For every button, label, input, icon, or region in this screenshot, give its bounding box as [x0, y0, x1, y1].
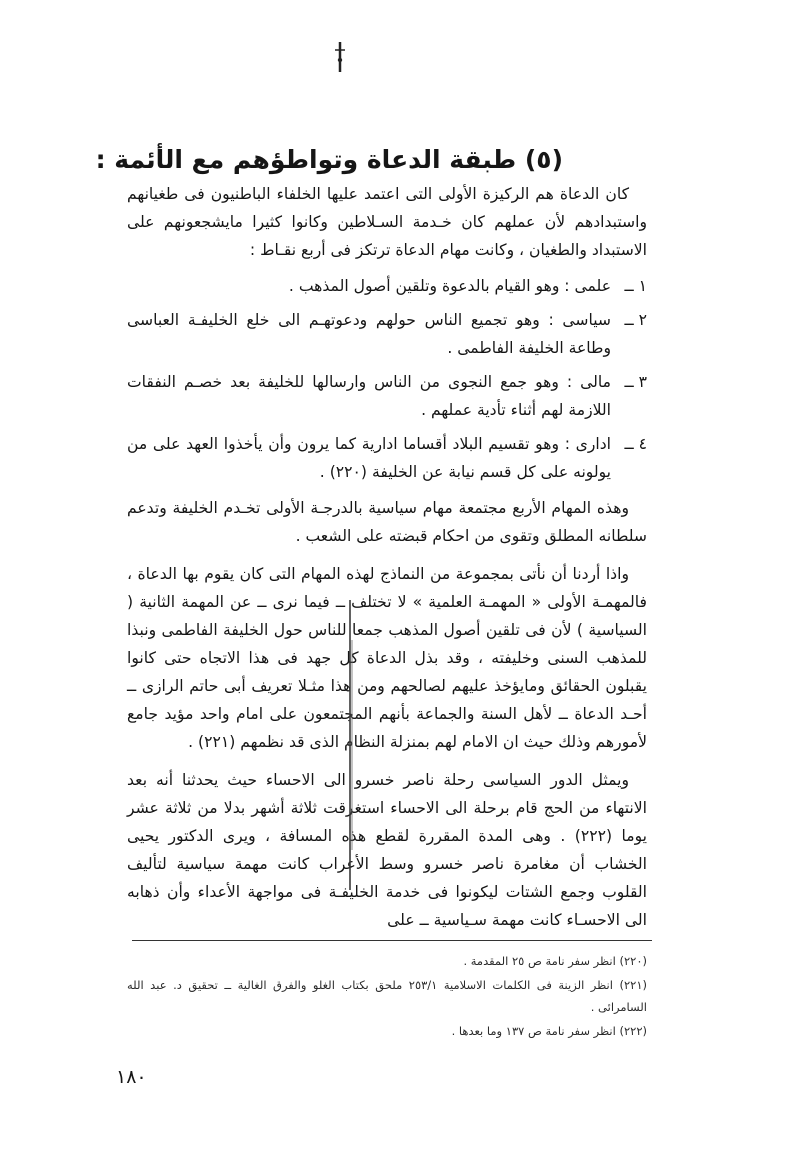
body-paragraph: ويمثل الدور السياسى رحلة ناصر خسرو الى الاحساء حيث يحدثنا أنه بعد الانتهاء من الحج قام برحلة الى الاحساء استغرقت ثلاثة أشهر بدلا من ثلاثة عشر يوما (٢٢٢) . وهى المدة المقررة لقطع هذه المسافة ، ويرى الدكتور يحيى الخشاب أن مغامرة ناصر خسرو وسط الأعراب كانت مهمة سياسية لتأليف القلوب وجمع الشتات ليكونوا فى خدمة الخليفـة فى مواجهة الأعداء وأن ذهابه الى الاحسـاء كانت مهمة سـياسية ــ على: [127, 771, 647, 929]
list-item-number: ١ ــ: [624, 277, 647, 295]
summary-paragraph: وهذه المهام الأربع مجتمعة مهام سياسية بالدرجـة الأولى تخـدم الخليفة وتدعم سلطانه المطلق وتقوى من احكام قبضته على الشعب .: [127, 499, 647, 545]
list-item-text: سياسى : وهو تجميع الناس حولهم ودعوتهـم الى خلع الخليفـة العباسى وطاعة الخليفة الفاطمى .: [127, 311, 611, 357]
list-item: [127, 368, 647, 424]
list-item: [127, 272, 647, 300]
body-paragraph: واذا أردنا أن نأتى بمجموعة من النماذج لهذه المهام التى كان يقوم بها الدعاة ، فالمهمـة الأولى « المهمـة العلمية » لا تختلف ــ فيما نرى ــ عن المهمة الثانية ( السياسية ) لأن فى تلقين أصول المذهب جمعا للناس حول الخليفة الفاطمى ونبذا للمذهب السنى وخليفته ، وقد بذل الدعاة كل جهد فى هذا الاتجاه حتى كانوا يقبلون الحقائق ومايؤخذ عليهم لصالحهم ومن هذا مثـلا تعريف أبى حاتم الرازى ــ أحـد الدعاة ــ لأهل السنة والجماعة بأنهم المجتمعون على امام واحد مؤيد جامع لأمورهم وذلك حيث ان الامام لهم بمنزلة النظام الذى قد نظمهم (٢٢١) .: [127, 565, 647, 751]
intro-paragraph: كان الدعاة هم الركيزة الأولى التى اعتمد عليها الخلفاء الباطنيون فى طغيانهم واستبدادهم لأن عملهم كان خـدمة السـلاطين وكانوا كثيرا مايشجعونهم على الاستبداد والطغيان ، وكانت مهام الدعاة ترتكز فى أربع نقـاط :: [127, 185, 647, 259]
footnotes: [127, 950, 647, 1044]
section-heading: (٥) طبقة الدعاة وتواطؤهم مع الأئمة :: [95, 144, 563, 174]
list-item: [127, 430, 647, 486]
list-item-text: ادارى : وهو تقسيم البلاد أقساما ادارية كما يرون وأن يأخذوا العهد على من يولونه على كل قسم نيابة عن الخليفة (٢٢٠) .: [127, 435, 611, 481]
list-item: [127, 306, 647, 362]
ornament-mark: [330, 40, 350, 76]
page-number: ١٨٠: [116, 1066, 147, 1088]
main-text: [127, 180, 647, 934]
footnote: (٢٢٠) انظر سفر نامة ص ٢٥ المقدمة .: [463, 954, 647, 968]
list-item-number: ٣ ــ: [624, 373, 647, 391]
list-item-text: مالى : وهو جمع النجوى من الناس وارسالها للخليفة بعد خصـم النفقات اللازمة لهم أثناء تأدية عملهم .: [127, 373, 611, 419]
list-item-number: ٢ ــ: [624, 311, 647, 329]
footnote: (٢٢١) انظر الزينة فى الكلمات الاسلامية ٢٥٣/١ ملحق بكتاب الغلو والفرق الغالية ــ تحقيق د. عبد الله السامرائى .: [127, 978, 647, 1014]
list-item-number: ٤ ــ: [624, 435, 647, 453]
footnote: (٢٢٢) انظر سفر نامة ص ١٣٧ وما بعدها .: [451, 1024, 647, 1038]
scan-gutter-shadow: [346, 600, 354, 890]
duties-list: [127, 272, 647, 486]
list-item-text: علمى : وهو القيام بالدعوة وتلقين أصول المذهب .: [288, 277, 611, 295]
footnote-divider: [132, 940, 652, 941]
